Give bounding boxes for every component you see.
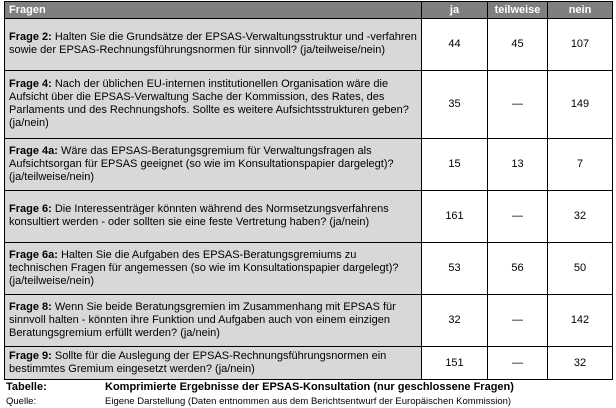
caption-label: Tabelle:: [6, 381, 47, 393]
question-label: Frage 6:: [9, 203, 52, 215]
nein-cell: 142: [548, 295, 613, 347]
question-cell: [5, 347, 422, 380]
header-nein: nein: [548, 2, 613, 19]
source-label: Quelle:: [6, 396, 37, 407]
question-label: Frage 2:: [9, 31, 52, 43]
nein-cell: 32: [548, 191, 613, 243]
nein-cell: 107: [548, 19, 613, 71]
ja-cell: 151: [422, 347, 488, 380]
question-text: Nach der üblichen EU-internen institutionellen Organisation wäre die Aufsicht über die EPSAS-Verwaltung Sache der Kommission, des Rates, des Parlaments und des Rechnungshofs. Sollte es weitere Aufsichtsstrukturen geben? (ja/nein): [9, 78, 409, 129]
question-label: Frage 8:: [9, 300, 52, 313]
results-table: [4, 1, 613, 380]
ja-cell: 53: [422, 243, 488, 295]
table-row: [5, 295, 613, 347]
question-cell: [5, 295, 422, 347]
source-text: Eigene Darstellung (Daten entnommen aus dem Berichtsentwurf der Europäischen Kommission): [105, 396, 512, 407]
source-caption: [6, 396, 511, 407]
question-cell: [5, 191, 422, 243]
header-teilweise: teilweise: [488, 2, 548, 19]
table-caption: [6, 381, 514, 393]
question-label: Frage 4:: [9, 78, 52, 90]
nein-cell: 7: [548, 139, 613, 191]
question-text: Wäre das EPSAS-Beratungsgremium für Verwaltungsfragen als Aufsichtsorgan für EPSAS geeignet (so wie im Konsultationspapier dargelegt)? (ja/teilweise/nein): [9, 144, 394, 183]
caption-text: Komprimierte Ergebnisse der EPSAS-Konsultation (nur geschlossene Fragen): [105, 381, 514, 393]
question-cell: [5, 71, 422, 139]
question-cell: [5, 19, 422, 71]
table-row: [5, 71, 613, 139]
ja-cell: 32: [422, 295, 488, 347]
ja-cell: 44: [422, 19, 488, 71]
teilweise-cell: 45: [488, 19, 548, 71]
teilweise-cell: —: [488, 191, 548, 243]
teilweise-cell: 56: [488, 243, 548, 295]
question-label: Frage 9:: [9, 349, 52, 362]
question-text: Die Interessenträger könnten während des Normsetzungsverfahrens konsultiert werden - oder sollten sie eine feste Vertretung haben? (ja/nein): [9, 203, 389, 228]
question-text: Halten Sie die Grundsätze der EPSAS-Verwaltungsstruktur und -verfahren sowie der EPSAS-Rechnungsführungsnormen für sinnvoll? (ja/teilweise/nein): [9, 31, 417, 56]
table-row: [5, 19, 613, 71]
header-row: [5, 2, 613, 19]
teilweise-cell: —: [488, 71, 548, 139]
teilweise-cell: 13: [488, 139, 548, 191]
nein-cell: 50: [548, 243, 613, 295]
header-ja: ja: [422, 2, 488, 19]
nein-cell: 149: [548, 71, 613, 139]
table-row: [5, 191, 613, 243]
question-text: Sollte für die Auslegung der EPSAS-Rechnungsführungsnormen ein bestimmtes Gremium eingesetzt werden? (ja/nein): [9, 349, 387, 375]
table-row: [5, 243, 613, 295]
table-row: [5, 347, 613, 380]
question-text: Wenn Sie beide Beratungsgremien im Zusammenhang mit EPSAS für sinnvoll halten - könnten ihre Funktion und Aufgaben auch von einem einzigen Beratungsgremium erfüllt werden? (ja/nein): [9, 300, 396, 339]
teilweise-cell: —: [488, 347, 548, 380]
teilweise-cell: —: [488, 295, 548, 347]
question-label: Frage 6a:: [9, 248, 58, 261]
ja-cell: 35: [422, 71, 488, 139]
ja-cell: 161: [422, 191, 488, 243]
header-fragen: Fragen: [5, 2, 422, 19]
question-cell: [5, 243, 422, 295]
question-text: Halten Sie die Aufgaben des EPSAS-Beratungsgremiums zu technischen Fragen für angemessen (so wie im Konsultationspapier dargelegt)? (ja/teilweise/nein): [9, 248, 399, 287]
nein-cell: 32: [548, 347, 613, 380]
question-cell: [5, 139, 422, 191]
question-label: Frage 4a:: [9, 144, 58, 157]
ja-cell: 15: [422, 139, 488, 191]
table-row: [5, 139, 613, 191]
